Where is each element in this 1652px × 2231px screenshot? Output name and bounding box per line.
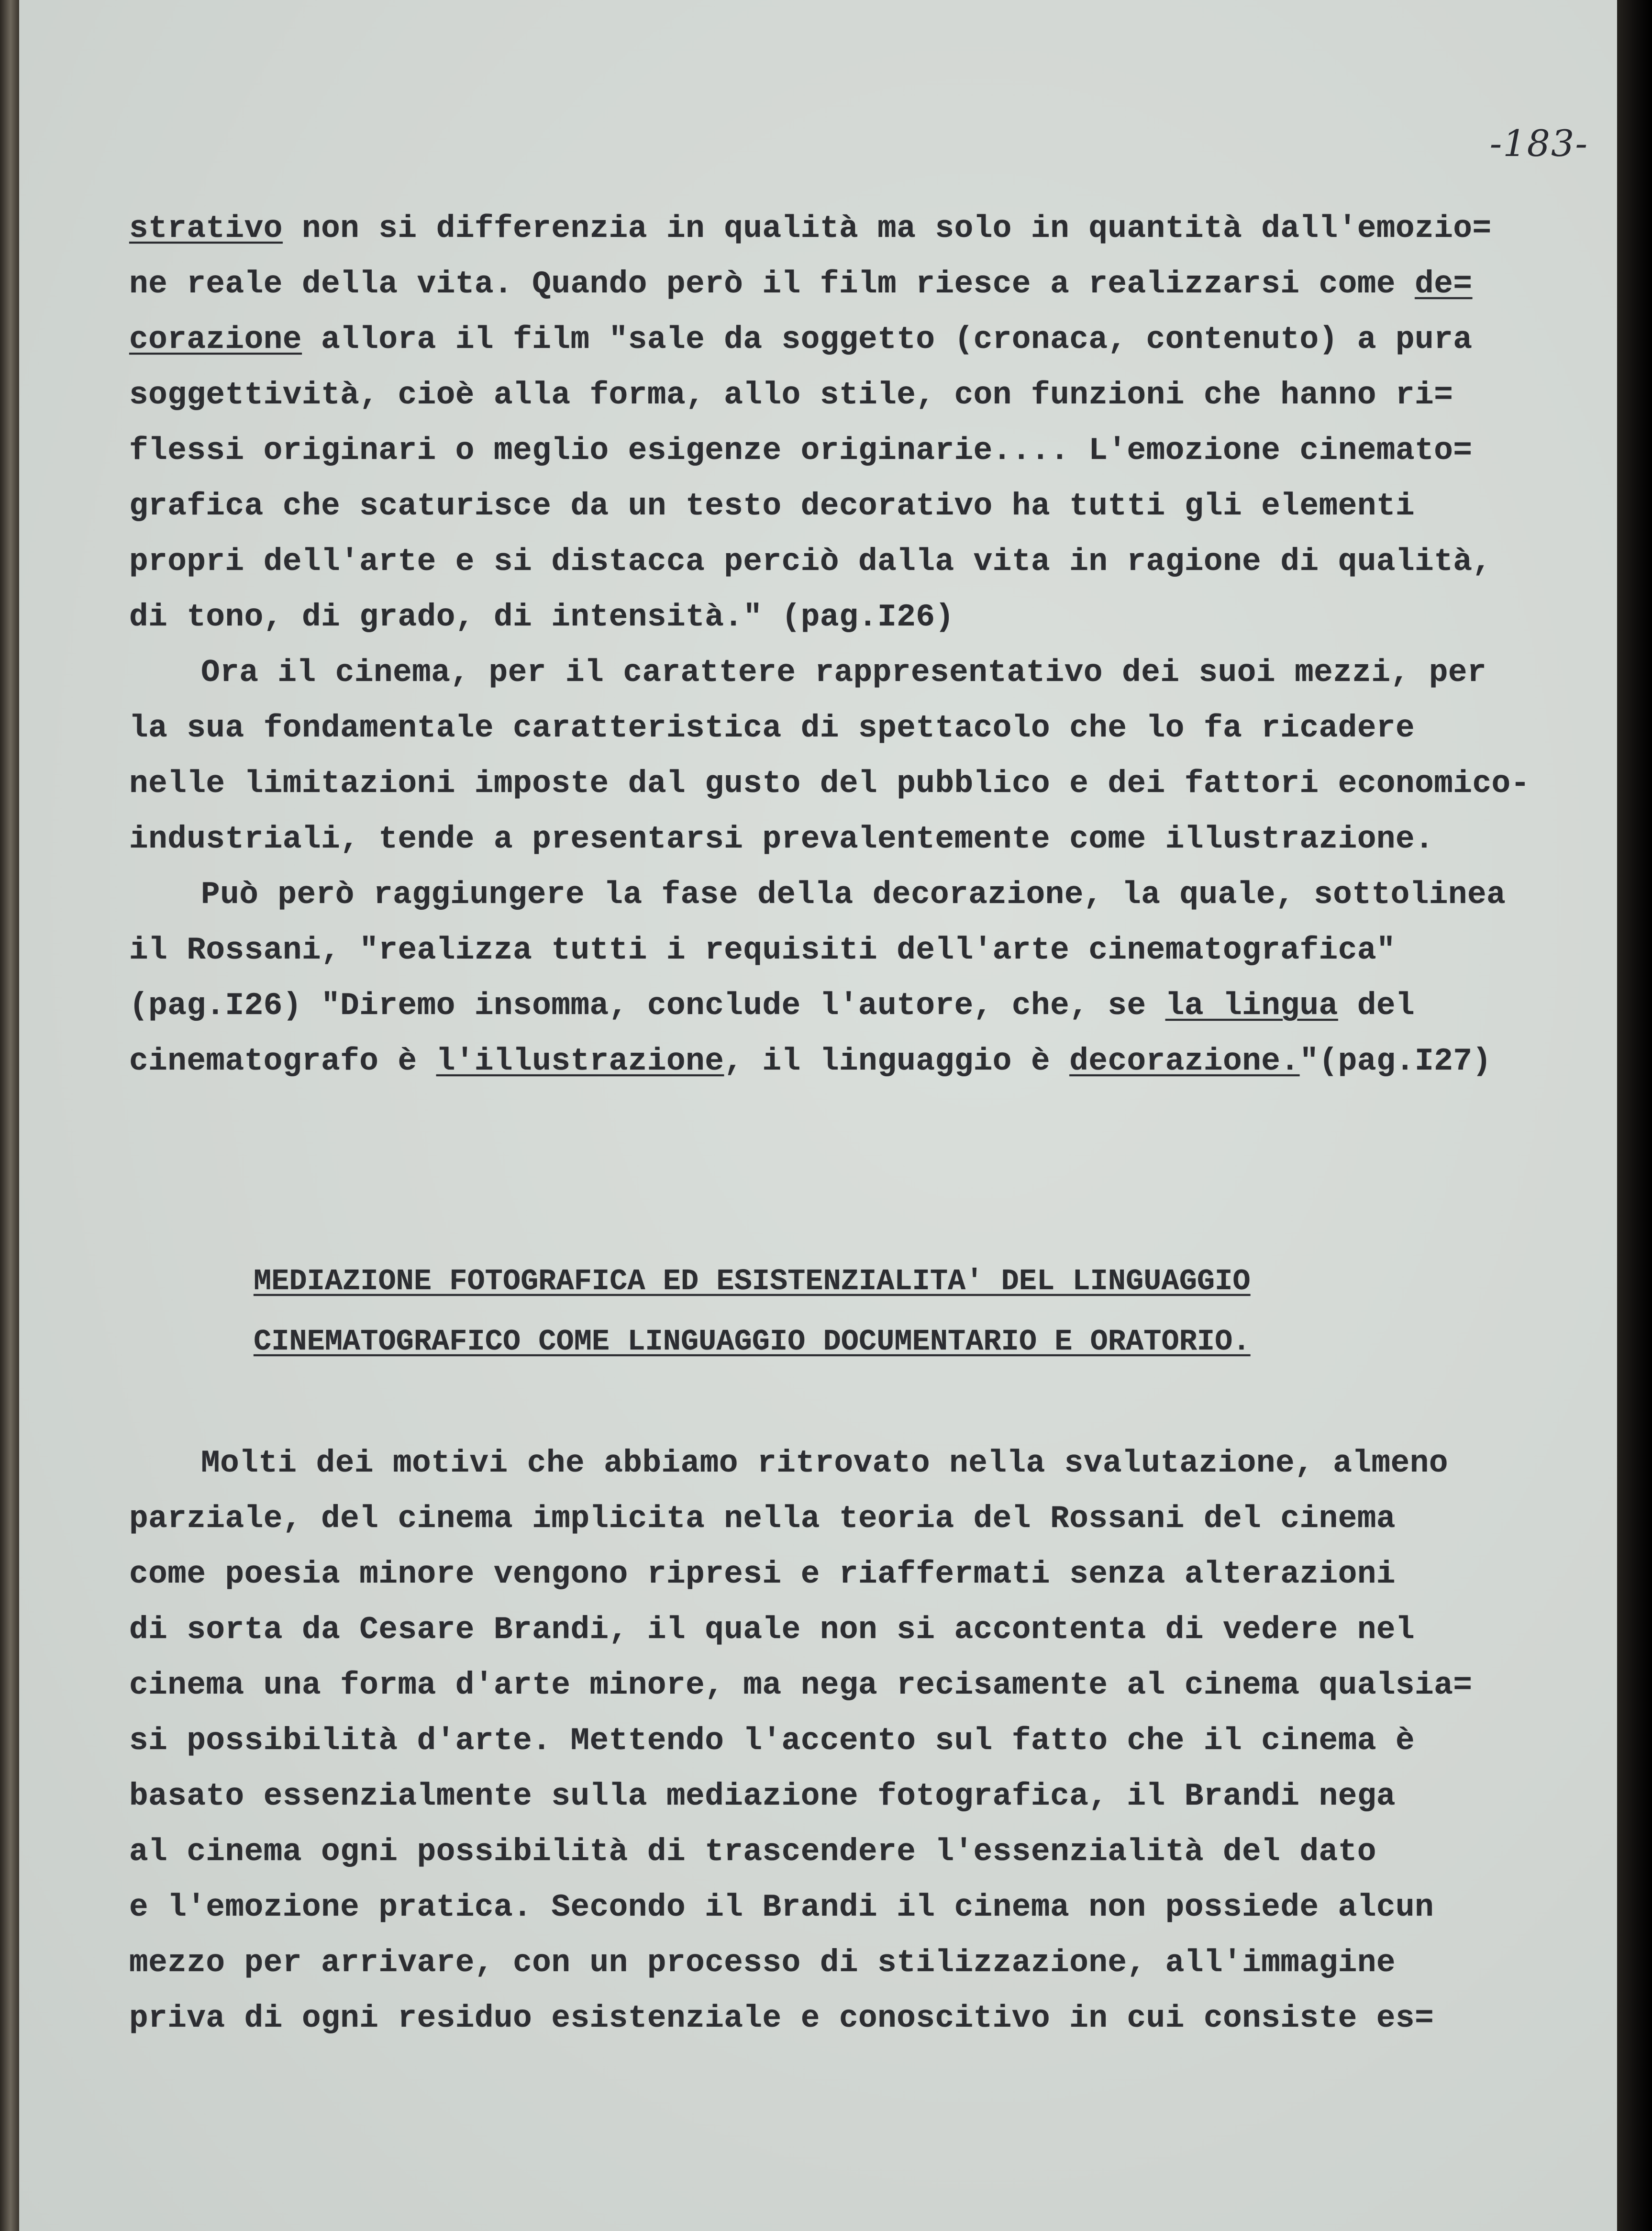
underlined-word: decorazione. — [1069, 1043, 1300, 1079]
text-span: , il linguaggio è — [724, 1043, 1070, 1079]
text-line — [129, 201, 1584, 257]
page-edge-shadow — [1617, 0, 1652, 2231]
text-line: Molti dei motivi che abbiamo ritrovato nella svalutazione, almeno — [201, 1445, 1448, 1481]
underlined-word: la lingua — [1165, 988, 1338, 1024]
text-line: nelle limitazioni imposte dal gusto del pubblico e dei fattori economico- — [129, 766, 1530, 802]
text-line: di tono, di grado, di intensità." (pag.I26) — [129, 599, 954, 635]
text-line: flessi originari o meglio esigenze originarie.... L'emozione cinemato= — [129, 433, 1473, 469]
text-line: la sua fondamentale caratteristica di spettacolo che lo fa ricadere — [129, 710, 1415, 746]
text-line: industriali, tende a presentarsi prevalentemente come illustrazione. — [129, 821, 1434, 857]
typewritten-page — [19, 0, 1617, 2231]
underlined-word: corazione — [129, 322, 302, 357]
text-line: come poesia minore vengono ripresi e riaffermati senza alterazioni — [129, 1556, 1396, 1592]
text-line — [129, 312, 1584, 368]
text-line: il Rossani, "realizza tutti i requisiti dell'arte cinematografica" — [129, 932, 1396, 968]
paragraph-1 — [129, 201, 1584, 1089]
text-line — [129, 978, 1584, 1034]
text-line: propri dell'arte e si distacca perciò dalla vita in ragione di qualità, — [129, 544, 1492, 580]
text-span: ne reale della vita. Quando però il film riesce a realizzarsi come — [129, 266, 1415, 302]
text-line: di sorta da Cesare Brandi, il quale non si accontenta di vedere nel — [129, 1612, 1415, 1648]
text-line: priva di ogni residuo esistenziale e conoscitivo in cui consiste es= — [129, 2000, 1434, 2036]
text-line — [129, 1034, 1584, 1089]
page-number: -183- — [1489, 122, 1588, 165]
text-line — [129, 257, 1584, 312]
heading-text: MEDIAZIONE FOTOGRAFICA ED ESISTENZIALITA' DEL LINGUAGGIO — [254, 1264, 1251, 1298]
text-line: soggettività, cioè alla forma, allo stile, con funzioni che hanno ri= — [129, 377, 1453, 413]
text-line: cinema una forma d'arte minore, ma nega recisamente al cinema qualsia= — [129, 1667, 1473, 1703]
underlined-word: strativo — [129, 211, 283, 246]
text-line: e l'emozione pratica. Secondo il Brandi il cinema non possiede alcun — [129, 1889, 1434, 1925]
text-span: del — [1338, 988, 1415, 1024]
text-line: al cinema ogni possibilità di trascendere l'essenzialità del dato — [129, 1834, 1376, 1870]
text-line: Può però raggiungere la fase della decorazione, la quale, sottolinea — [201, 877, 1506, 913]
text-span: non si differenzia in qualità ma solo in quantità dall'emozio= — [282, 211, 1492, 246]
underlined-word: l'illustrazione — [436, 1043, 724, 1079]
text-line: si possibilità d'arte. Mettendo l'accento sul fatto che il cinema è — [129, 1723, 1415, 1759]
underlined-word: de= — [1415, 266, 1473, 302]
heading-line — [254, 1312, 1497, 1372]
paragraph-4 — [129, 1436, 1584, 2046]
text-line: parziale, del cinema implicita nella teoria del Rossani del cinema — [129, 1501, 1396, 1537]
text-span: allora il film "sale da soggetto (cronaca, contenuto) a pura — [301, 322, 1473, 357]
text-line: basato essenzialmente sulla mediazione fotografica, il Brandi nega — [129, 1778, 1396, 1814]
section-heading — [254, 1251, 1497, 1372]
text-span: (pag.I26) "Diremo insomma, conclude l'autore, che, se — [129, 988, 1165, 1024]
text-span: "(pag.I27) — [1299, 1043, 1492, 1079]
text-line: Ora il cinema, per il carattere rappresentativo dei suoi mezzi, per — [201, 655, 1487, 691]
text-line: mezzo per arrivare, con un processo di stilizzazione, all'immagine — [129, 1945, 1396, 1981]
heading-line — [254, 1251, 1497, 1312]
page-binding — [0, 0, 19, 2231]
text-line: grafica che scaturisce da un testo decorativo ha tutti gli elementi — [129, 488, 1415, 524]
text-span: cinematografo è — [129, 1043, 436, 1079]
heading-text: CINEMATOGRAFICO COME LINGUAGGIO DOCUMENTARIO E ORATORIO. — [254, 1325, 1251, 1359]
